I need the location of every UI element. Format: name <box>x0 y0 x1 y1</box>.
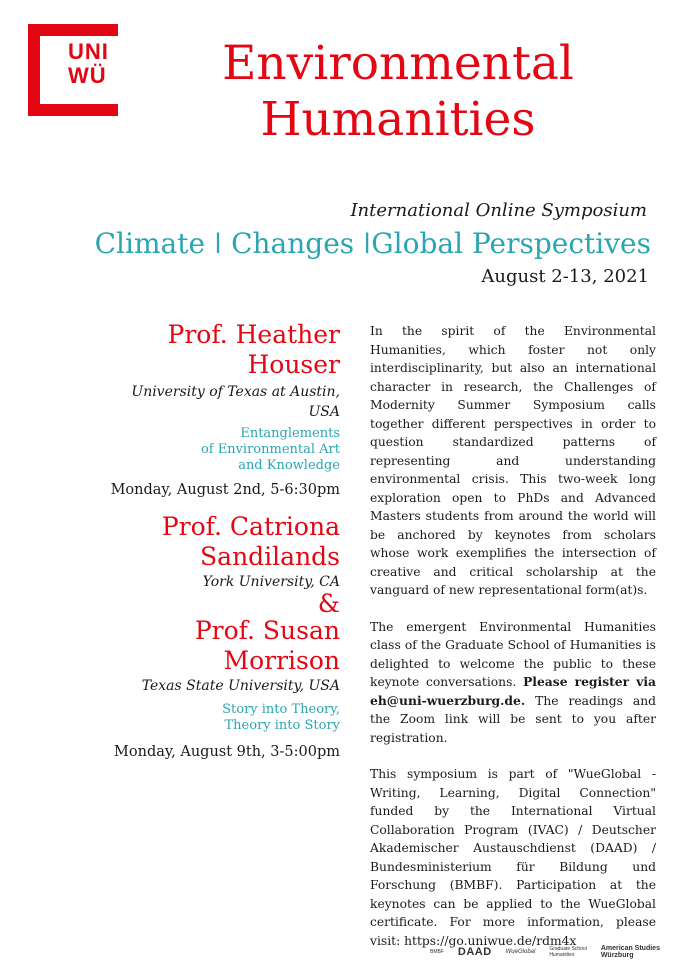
symposium-date: August 2-13, 2021 <box>481 266 649 287</box>
speaker-2-affiliation: York University, CA <box>202 574 340 590</box>
speaker-block-1 <box>100 320 340 500</box>
symposium-label: International Online Symposium <box>350 200 647 221</box>
speaker-1-date: Monday, August 2nd, 5-6:30pm <box>110 482 340 498</box>
graduate-school-logo <box>549 946 587 958</box>
speaker-2-talk-line-1: Story into Theory, <box>222 702 340 717</box>
speaker-1-name-line-1: Prof. Heather <box>167 320 340 349</box>
registration-text-1: The emergent Environmental Humanities class of the Graduate School of Humanities is delighted to welcome the public to these keynote conversations. <box>370 619 656 689</box>
registration-text-2: The readings and the Zoom link will be sent to you after registration. <box>370 693 656 745</box>
speaker-2-talk <box>100 702 340 734</box>
gsh-line-2: Humanities <box>549 952 575 958</box>
gsh-line-1: Graduate School <box>549 946 587 952</box>
uniwue-logo <box>28 24 118 116</box>
as-line-1: American Studies <box>600 945 660 952</box>
wueglobal-logo: WueGlobal <box>505 949 536 955</box>
speaker-1-talk-line-2: of Environmental Art <box>200 442 340 457</box>
speaker-block-2 <box>100 512 340 762</box>
speaker-3-name-line-2: Morrison <box>223 646 340 675</box>
title-line-2: Humanities <box>260 92 536 147</box>
intro-paragraph: In the spirit of the Environmental Humanities, which foster not only interdisciplinarity, but also an international character in research, the Challenges of Modernity Summer Symposium calls together different perspectives in order to question standardized patterns of representing and understanding environmental crisis. This two-week long exploration open to PhDs and Advanced Masters students from around the world will be anchored by keynotes from scholars whose work exemplifies the intersection of creative and critical scholarship at the vanguard of new representational form(at)s. <box>370 324 656 597</box>
speaker-3-affiliation: Texas State University, USA <box>141 678 340 694</box>
description-column <box>370 322 656 968</box>
as-line-2: Würzburg <box>600 952 634 959</box>
speaker-1-name-line-2: Houser <box>247 350 340 379</box>
ampersand: & <box>317 589 340 618</box>
speaker-2-name-line-2: Sandilands <box>200 542 340 571</box>
logo-text <box>68 40 128 88</box>
speaker-1-talk <box>100 426 340 474</box>
speaker-2-name-line-1: Prof. Catriona <box>161 512 340 541</box>
sponsor-logos <box>430 944 660 960</box>
registration-email: Please register via eh@uni-wuerzburg.de. <box>370 674 656 708</box>
speaker-2-date: Monday, August 9th, 3-5:00pm <box>114 744 340 760</box>
american-studies-logo <box>601 945 660 959</box>
daad-logo: DAAD <box>457 946 492 958</box>
symposium-title: Climate ǀ Changes ǀGlobal Perspectives <box>94 227 651 260</box>
speaker-1-affiliation: University of Texas at Austin, USA <box>131 384 340 420</box>
bmbf-logo: BMBF <box>430 948 444 955</box>
speaker-3-name-line-1: Prof. Susan <box>194 616 340 645</box>
speaker-1-talk-line-1: Entanglements <box>240 426 340 441</box>
page-title <box>138 36 658 148</box>
registration-paragraph <box>370 618 656 748</box>
title-line-1: Environmental <box>222 36 574 91</box>
speaker-1-talk-line-3: and Knowledge <box>238 458 340 473</box>
funding-paragraph: This symposium is part of "WueGlobal - Writing, Learning, Digital Connection" funded by the International Virtual Collaboration Program (IVAC) / Deutscher Akademischer Austauschdienst (DAAD) / Bundesministerium für Bildung und Forschung (BMBF). Participation at the keynotes can be applied to the WueGlobal certificate. For more information, please visit: https://go.uniwue.de/rdm4x <box>370 767 656 948</box>
speaker-2-talk-line-2: Theory into Story <box>224 718 340 733</box>
logo-line-2: WÜ <box>68 63 107 88</box>
logo-line-1: UNI <box>68 39 109 64</box>
